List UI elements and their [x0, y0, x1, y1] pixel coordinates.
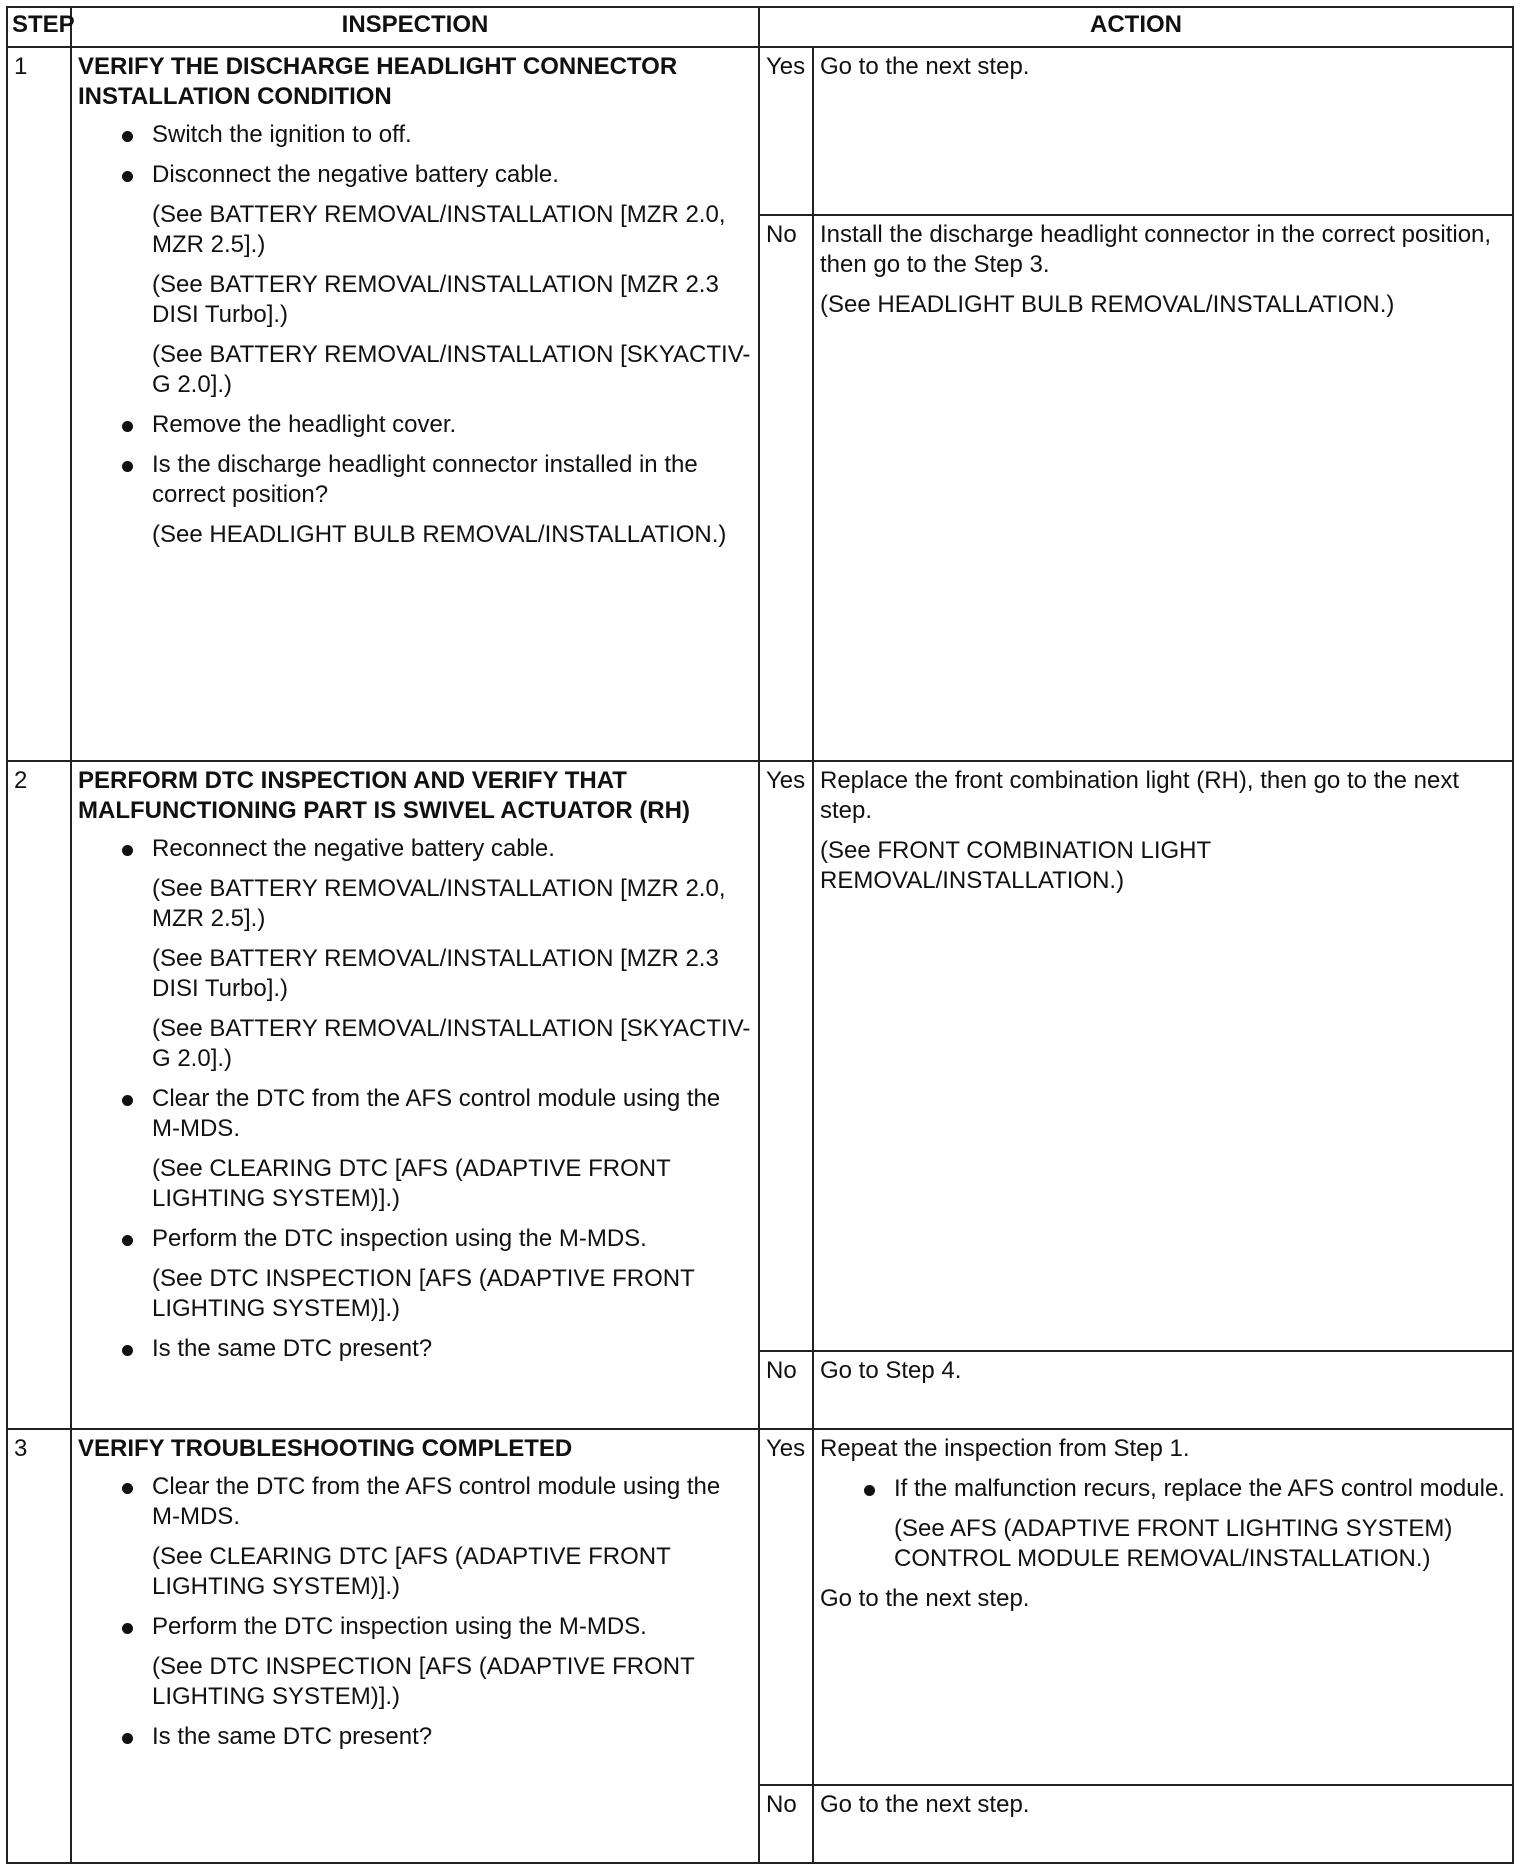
action-text: Go to the next step.: [820, 53, 1030, 80]
bullet-item: If the malfunction recurs, replace the AFS control module.: [820, 1474, 1506, 1504]
inspection-column-header: INSPECTION: [71, 7, 759, 47]
step-column-header: STEP: [7, 7, 71, 47]
action-text: Go to the next step.: [820, 1791, 1030, 1818]
no-action-cell: [813, 1785, 1513, 1863]
reference-note: (See BATTERY REMOVAL/INSTALLATION [MZR 2.3 DISI Turbo].): [152, 271, 719, 328]
bullet-item: Is the same DTC present?: [78, 1334, 752, 1364]
bullet-item: Perform the DTC inspection using the M-MDS.: [78, 1612, 752, 1642]
step-number: 1: [7, 47, 71, 761]
inspection-list: [78, 1472, 752, 1752]
no-action-cell: [813, 215, 1513, 761]
action-text: Repeat the inspection from Step 1.: [820, 1435, 1190, 1462]
bullet-item: Reconnect the negative battery cable.: [78, 834, 752, 864]
yes-label: Yes: [759, 47, 813, 215]
action-text: Go to the next step.: [820, 1585, 1030, 1612]
yes-label: Yes: [759, 761, 813, 1351]
yes-action-cell: [813, 1429, 1513, 1785]
bullet-item: Clear the DTC from the AFS control module using the M-MDS.: [78, 1084, 752, 1144]
inspection-cell: [71, 1429, 759, 1863]
inspection-list: [78, 834, 752, 1364]
step-title: VERIFY TROUBLESHOOTING COMPLETED: [78, 1435, 573, 1462]
action-text: Install the discharge headlight connector in the correct position, then go to the Step 3.: [820, 221, 1492, 278]
reference-note: (See HEADLIGHT BULB REMOVAL/INSTALLATION.): [820, 291, 1395, 318]
inspection-cell: [71, 761, 759, 1429]
step-number: 3: [7, 1429, 71, 1863]
yes-action-cell: [813, 47, 1513, 215]
troubleshooting-table: [6, 6, 1514, 1864]
reference-note: (See AFS (ADAPTIVE FRONT LIGHTING SYSTEM) CONTROL MODULE REMOVAL/INSTALLATION.): [894, 1515, 1453, 1572]
reference-note: (See HEADLIGHT BULB REMOVAL/INSTALLATION.): [152, 521, 727, 548]
table-row: [7, 47, 1513, 215]
table-row: [7, 761, 1513, 1351]
action-text: Replace the front combination light (RH), then go to the next step.: [820, 767, 1460, 824]
no-label: No: [759, 1351, 813, 1429]
step-title: PERFORM DTC INSPECTION AND VERIFY THAT MALFUNCTIONING PART IS SWIVEL ACTUATOR (RH): [78, 767, 690, 824]
bullet-item: Is the same DTC present?: [78, 1722, 752, 1752]
no-action-cell: [813, 1351, 1513, 1429]
inspection-list: [78, 120, 752, 550]
reference-note: (See CLEARING DTC [AFS (ADAPTIVE FRONT LIGHTING SYSTEM)].): [152, 1155, 671, 1212]
inspection-cell: [71, 47, 759, 761]
reference-note: (See CLEARING DTC [AFS (ADAPTIVE FRONT LIGHTING SYSTEM)].): [152, 1543, 671, 1600]
yes-label: Yes: [759, 1429, 813, 1785]
bullet-item: Perform the DTC inspection using the M-MDS.: [78, 1224, 752, 1254]
action-column-header: ACTION: [759, 7, 1513, 47]
action-sub-list: [820, 1474, 1506, 1574]
reference-note: (See BATTERY REMOVAL/INSTALLATION [MZR 2.0, MZR 2.5].): [152, 875, 726, 932]
reference-note: (See BATTERY REMOVAL/INSTALLATION [SKYACTIV-G 2.0].): [152, 341, 751, 398]
step-number: 2: [7, 761, 71, 1429]
no-label: No: [759, 215, 813, 761]
bullet-item: Disconnect the negative battery cable.: [78, 160, 752, 190]
reference-note: (See DTC INSPECTION [AFS (ADAPTIVE FRONT LIGHTING SYSTEM)].): [152, 1653, 695, 1710]
reference-note: (See FRONT COMBINATION LIGHT REMOVAL/INSTALLATION.): [820, 837, 1211, 894]
table-header-row: [7, 7, 1513, 47]
bullet-item: Clear the DTC from the AFS control module using the M-MDS.: [78, 1472, 752, 1532]
step-title: VERIFY THE DISCHARGE HEADLIGHT CONNECTOR INSTALLATION CONDITION: [78, 53, 678, 110]
bullet-item: Switch the ignition to off.: [78, 120, 752, 150]
reference-note: (See BATTERY REMOVAL/INSTALLATION [SKYACTIV-G 2.0].): [152, 1015, 751, 1072]
bullet-item: Is the discharge headlight connector installed in the correct position?: [78, 450, 752, 510]
yes-action-cell: [813, 761, 1513, 1351]
action-text: Go to Step 4.: [820, 1357, 962, 1384]
reference-note: (See BATTERY REMOVAL/INSTALLATION [MZR 2.0, MZR 2.5].): [152, 201, 726, 258]
bullet-item: Remove the headlight cover.: [78, 410, 752, 440]
reference-note: (See BATTERY REMOVAL/INSTALLATION [MZR 2.3 DISI Turbo].): [152, 945, 719, 1002]
table-row: [7, 1429, 1513, 1785]
no-label: No: [759, 1785, 813, 1863]
reference-note: (See DTC INSPECTION [AFS (ADAPTIVE FRONT LIGHTING SYSTEM)].): [152, 1265, 695, 1322]
